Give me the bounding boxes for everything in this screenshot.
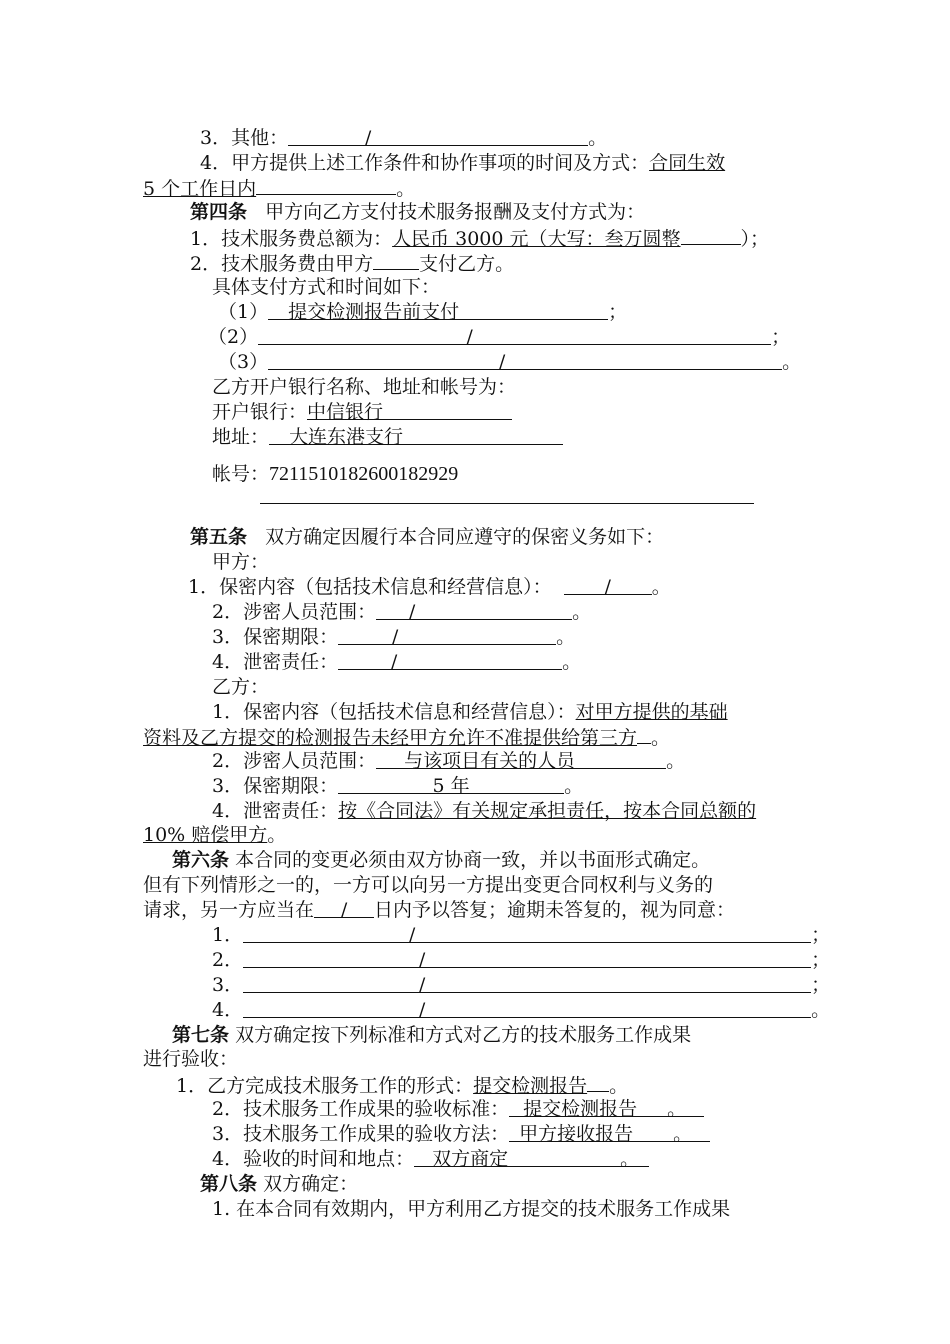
party-b-personnel: 2．涉密人员范围： 与该项目有关的人员 。 [212, 750, 686, 772]
party-b-period: 3．保密期限： 5 年 。 [212, 775, 584, 797]
article-5-heading: 第五条 双方确定因履行本合同应遵守的保密义务如下： [190, 526, 665, 548]
party-b-liability-cont: 10% 赔偿甲方。 [143, 824, 287, 846]
fee-total: 1．技术服务费总额为：人民币 3000 元（大写：叁万圆整 ）； [190, 225, 769, 251]
article-8-item-1: 1. 在本合同有效期内，甲方利用乙方提交的技术服务工作成果 [212, 1198, 731, 1220]
bank-intro: 乙方开户银行名称、地址和帐号为： [212, 376, 517, 398]
party-a-personnel: 2．涉密人员范围： / 。 [212, 601, 592, 623]
fee-payer: 2．技术服务费由甲方 支付乙方。 [190, 250, 514, 276]
payment-1: （1） 提交检测报告前支付 ； [218, 301, 628, 323]
account-underline [260, 503, 754, 504]
article-8-heading: 第八条 双方确定： [200, 1173, 359, 1195]
article-7-heading: 第七条 双方确定按下列标准和方式对乙方的技术服务工作成果 [172, 1024, 692, 1046]
change-case-3: 3． / ； [212, 974, 831, 996]
bank-account: 帐号：7211510182600182929 [212, 463, 459, 485]
party-b-label: 乙方： [212, 676, 270, 698]
clause-timing-cont: 5 个工作日内 。 [143, 175, 415, 201]
article-4-heading: 第四条 甲方向乙方支付技术服务报酬及支付方式为： [190, 201, 646, 223]
article-6-line2: 但有下列情形之一的，一方可以向另一方提出变更合同权利与义务的 [143, 874, 714, 896]
clause-timing: 4．甲方提供上述工作条件和协作事项的时间及方式：合同生效 [200, 152, 726, 174]
party-b-liability: 4．泄密责任：按《合同法》有关规定承担责任，按本合同总额的 [212, 800, 757, 822]
acceptance-standard: 2．技术服务工作成果的验收标准： 提交检测报告 。 [212, 1097, 704, 1121]
acceptance-method: 3．技术服务工作成果的验收方法： 甲方接收报告 。 [212, 1122, 710, 1146]
bank-address: 地址： 大连东港支行 [212, 425, 563, 449]
acceptance-time-place: 4．验收的时间和地点： 双方商定 。 [212, 1147, 649, 1171]
blank-field: / [288, 126, 588, 146]
payment-2: （2） / ； [208, 326, 791, 348]
payment-intro: 具体支付方式和时间如下： [212, 276, 441, 298]
party-b-secret-content: 1．保密内容（包括技术信息和经营信息）：对甲方提供的基础 [212, 701, 728, 723]
party-b-secret-content-cont: 资料及乙方提交的检测报告未经甲方允许不准提供给第三方 。 [143, 724, 670, 750]
payment-3: （3） / 。 [218, 351, 802, 373]
party-a-label: 甲方： [212, 551, 270, 573]
bank-name: 开户银行：中信银行 [212, 400, 512, 424]
clause-other: 3．其他： / 。 [200, 127, 608, 149]
party-a-period: 3．保密期限： / 。 [212, 626, 576, 648]
article-7-line2: 进行验收： [143, 1048, 239, 1070]
acceptance-form: 1．乙方完成技术服务工作的形式：提交检测报告 。 [176, 1072, 628, 1098]
change-case-1: 1． / ； [212, 924, 831, 946]
party-a-secret-content: 1．保密内容（包括技术信息和经营信息）： / 。 [188, 576, 671, 598]
party-a-liability: 4．泄密责任： / 。 [212, 651, 582, 673]
change-case-2: 2． / ； [212, 949, 831, 971]
article-6-line3: 请求，另一方应当在 / 日内予以答复；逾期未答复的，视为同意： [143, 899, 736, 921]
article-6-heading: 第六条 本合同的变更必须由双方协商一致，并以书面形式确定。 [172, 849, 711, 871]
change-case-4: 4． / 。 [212, 999, 831, 1021]
